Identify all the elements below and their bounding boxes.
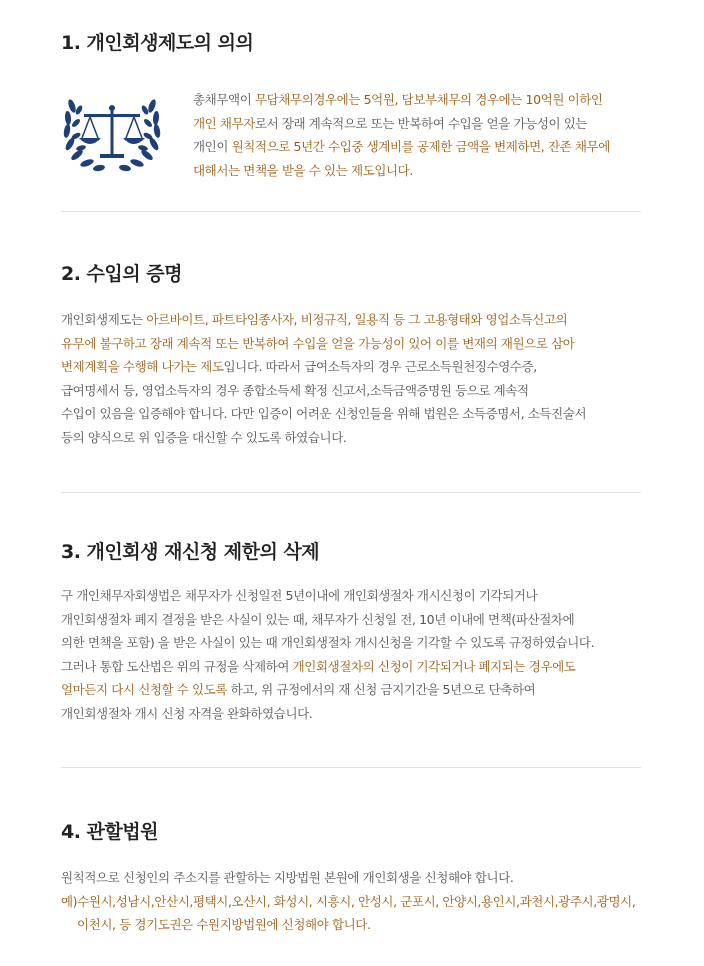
section-2-body	[61, 308, 586, 449]
highlight-text: 대해서는 면책을 받을 수 있는 제도입니다.	[193, 162, 413, 178]
body-text: 로서 장래 계속적으로 또는 반복하여 수입을 얻을 가능성이 있는	[254, 115, 588, 131]
body-text: 구 개인채무자회생법은 채무자가 신청일전 5년이내에 개인회생절차 개시신청이 기각되거나	[61, 588, 538, 603]
body-line	[61, 584, 594, 608]
section-2-title: 2. 수입의 증명	[61, 263, 182, 285]
body-line	[61, 678, 594, 702]
body-text: 수입이 있음을 입증해야 합니다. 다만 입증이 어려운 신청인들을 위해 법원은 소득증명서, 소득진술서	[61, 406, 587, 421]
body-text: 등의 양식으로 위 입증을 대신할 수 있도록 하였습니다.	[61, 429, 347, 445]
section-1-title: 1. 개인회생제도의 의의	[61, 32, 254, 54]
highlight-text: 개인 채무자	[193, 115, 255, 131]
body-text: 입니다. 따라서 급여소득자의 경우 근로소득원천징수영수증,	[223, 359, 537, 374]
section-3-title: 3. 개인회생 재신청 제한의 삭제	[61, 541, 320, 563]
body-line	[61, 866, 635, 890]
highlight-text: 예)수원시,성남시,안산시,평택시,오산시, 화성시, 시흥시, 안성시, 군포시, 안양시,용인시,과천시,광주시,광명시,	[61, 893, 636, 909]
body-text: 그러나 통합 도산법은 위의 규정을 삭제하여	[61, 658, 293, 674]
body-line	[61, 608, 594, 632]
body-line	[61, 402, 586, 426]
body-line	[61, 379, 586, 403]
section-1-body	[193, 88, 610, 182]
body-line	[193, 135, 610, 159]
body-line	[193, 112, 610, 136]
section-4-body	[61, 866, 635, 937]
body-text: 의한 면책을 포함) 을 받은 사실이 있는 때 개인회생절차 개시신청을 기각할 수 있도록 규정하였습니다.	[61, 635, 595, 650]
body-line	[61, 631, 594, 655]
body-line	[61, 655, 594, 679]
highlight-text: 아르바이트, 파트타임종사자, 비정규직, 일용직 등 그 고용형태와 영업소득신고의	[146, 312, 568, 327]
body-line	[193, 159, 610, 183]
body-text: 개인회생제도는	[61, 312, 147, 327]
section-3-body	[61, 584, 594, 725]
body-line	[61, 913, 635, 937]
highlight-text: 이천시, 등 경기도권은 수원지방법원에 신청해야 합니다.	[77, 917, 371, 932]
body-text: 개인이	[193, 139, 232, 154]
scales-of-justice-icon	[62, 88, 162, 176]
highlight-text: 얼마든지 다시 신청할 수 있도록	[61, 682, 228, 697]
highlight-text: 개인회생절차의 신청이 기각되거나 폐지되는 경우에도	[292, 658, 576, 674]
body-line	[61, 332, 586, 356]
divider	[61, 211, 641, 212]
highlight-text: 유무에 불구하고 장래 계속적 또는 반복하여 수입을 얻을 가능성이 있어 이를 변재의 재원으로 삼아	[61, 335, 575, 351]
body-text: 개인회생절차 개시 신청 자격을 완화하였습니다.	[61, 705, 313, 721]
divider	[61, 492, 641, 493]
highlight-text: 변제계획을 수행해 나가는 제도	[61, 359, 224, 374]
body-line	[61, 308, 586, 332]
body-line	[61, 702, 594, 726]
body-text: 급여명세서 등, 영업소득자의 경우 종합소득세 확정 신고서,소득금액증명원 등으로 계속적	[61, 382, 529, 398]
body-text: 하고, 위 규정에서의 재 신청 금지기간을 5년으로 단축하여	[227, 682, 536, 697]
highlight-text: 무담채무의경우에는 5억원, 담보부채무의 경우에는 10억원 이하인	[254, 92, 603, 107]
body-line	[61, 426, 586, 450]
body-line	[61, 355, 586, 379]
body-text: 개인회생절차 폐지 결정을 받은 사실이 있는 때, 채무자가 신청일 전, 10년 이내에 면책(파산절차에	[61, 611, 575, 627]
body-line	[193, 88, 610, 112]
divider	[61, 767, 641, 768]
body-line	[61, 890, 635, 914]
body-text: 총채무액이	[193, 92, 255, 107]
section-4-title: 4. 관할법원	[61, 821, 158, 843]
body-text: 원칙적으로 신청인의 주소지를 관할하는 지방법원 본원에 개인회생을 신청해야 합니다.	[61, 870, 514, 885]
highlight-text: 원칙적으로 5년간 수입중 생계비를 공제한 금액을 변제하면, 잔존 채무에	[231, 139, 610, 154]
